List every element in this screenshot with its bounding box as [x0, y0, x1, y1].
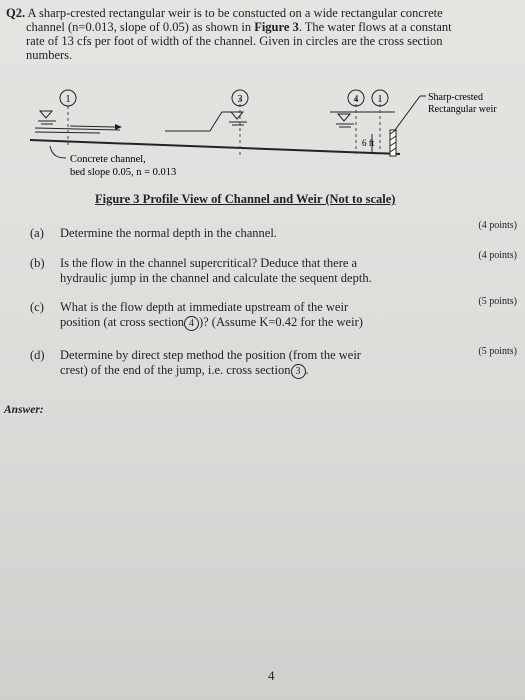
weir-height-label: 6 ft: [362, 138, 375, 148]
part-c-line-2: position (at cross section 4 )? (Assume K=0.42 for the weir): [60, 315, 363, 329]
part-c-points: (5 points): [478, 296, 517, 307]
section-1b-label: 1: [377, 94, 383, 105]
question-line-2b: . The water flows at a constant: [298, 20, 452, 34]
part-d-label: (d): [30, 348, 45, 362]
part-a: [30, 226, 420, 241]
part-b-line-1: Is the flow in the channel supercritical? Deduce that there a: [60, 256, 358, 270]
weir-label-line-2: Rectangular weir: [428, 104, 497, 115]
section-4-label: 4: [353, 94, 359, 105]
part-b-label: (b): [30, 256, 45, 270]
part-b: [30, 256, 420, 286]
hydraulic-jump-profile: [165, 112, 240, 131]
part-b-line-2: hydraulic jump in the channel and calculate the sequent depth.: [60, 271, 372, 285]
part-a-label: (a): [30, 226, 44, 240]
channel-weir-figure: [0, 78, 525, 190]
question-line-2: channel (n=0.013, slope of 0.05) as shown in: [26, 20, 252, 34]
figure-reference: Figure 3: [254, 20, 299, 34]
question-text: [6, 6, 511, 62]
part-c-line-1: What is the flow depth at immediate upstream of the weir: [60, 300, 349, 314]
weir-leader-line: [395, 96, 420, 130]
channel-label-line-2: bed slope 0.05, n = 0.013: [70, 167, 177, 178]
upstream-water-surface: [35, 128, 120, 130]
part-d-line-1: Determine by direct step method the position (from the weir: [60, 348, 361, 362]
figure-caption: Figure 3 Profile View of Channel and Weir (Not to scale): [95, 192, 396, 206]
section-3-label: 3: [237, 94, 243, 105]
channel-label-line-1: Concrete channel,: [70, 154, 146, 165]
water-level-marker-3: [229, 112, 247, 125]
question-number: Q2.: [6, 6, 26, 20]
flow-arrow-icon: [115, 124, 122, 130]
section-4-inline-circle: 4: [184, 316, 199, 331]
channel-bed-line: [30, 140, 400, 154]
part-d: [30, 348, 420, 379]
part-d-points: (5 points): [478, 346, 517, 357]
part-c-label: (c): [30, 300, 44, 314]
part-d-line-2: crest) of the end of the jump, i.e. cross section 3 .: [60, 363, 309, 377]
channel-leader-line: [50, 146, 66, 158]
part-c: [30, 300, 420, 331]
answer-label: Answer:: [4, 404, 44, 416]
question-line-3: rate of 13 cfs per foot of width of the channel. Given in circles are the cross section: [26, 34, 443, 48]
part-a-points: (4 points): [478, 220, 517, 231]
question-line-1: A sharp-crested rectangular weir is to be constucted on a wide rectangular concrete: [27, 6, 443, 20]
section-1-label: 1: [65, 94, 71, 105]
part-a-text: Determine the normal depth in the channel.: [60, 226, 277, 240]
part-b-points: (4 points): [478, 250, 517, 261]
water-level-marker-4: [336, 114, 354, 127]
weir-label-line-1: Sharp-crested: [428, 92, 483, 103]
section-3-inline-circle: 3: [291, 364, 306, 379]
page-number: 4: [268, 668, 275, 683]
water-level-marker-1: [38, 111, 56, 124]
question-line-4: numbers.: [26, 48, 73, 62]
